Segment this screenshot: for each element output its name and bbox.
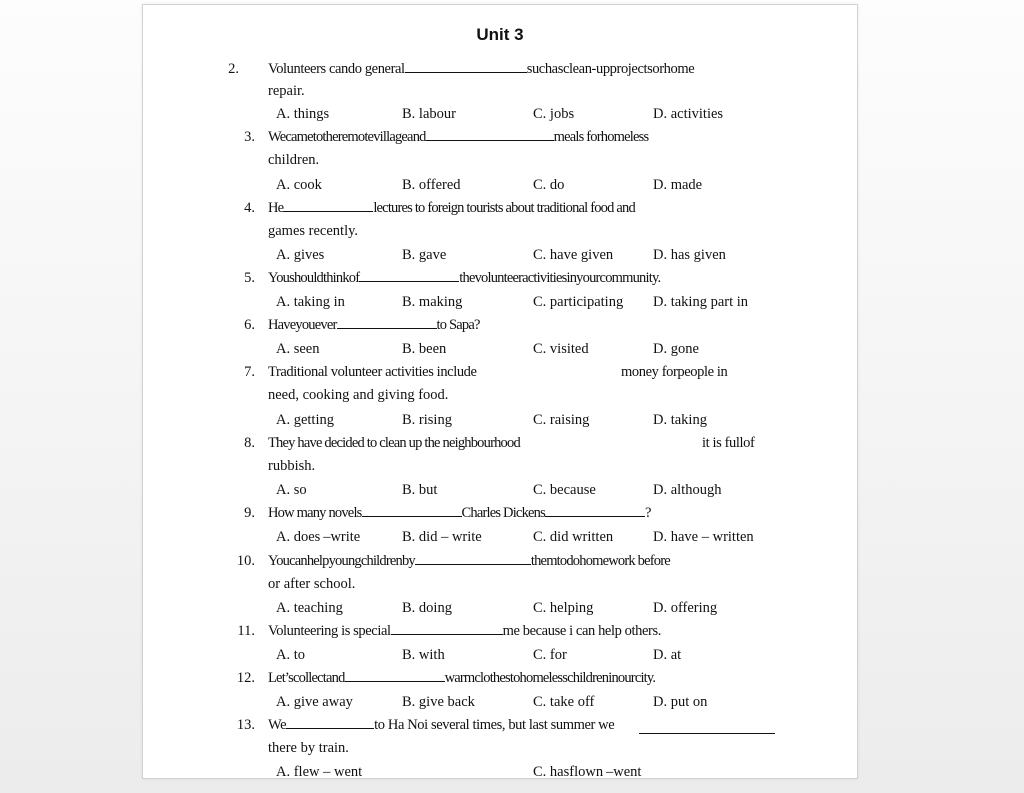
question-text-start: Volunteering is special <box>268 623 391 639</box>
question-text-middle: to Ha Noi several times, but last summer we <box>374 717 615 733</box>
question-number: 13. <box>236 717 255 733</box>
option-b: B. gave <box>402 247 447 263</box>
question-text-middle: Charles Dickens <box>461 505 545 521</box>
answer-blank <box>362 505 462 517</box>
option-c: C. helping <box>533 600 594 616</box>
option-a: A. teaching <box>276 600 343 616</box>
question-number: 8. <box>244 435 255 451</box>
question-number: 9. <box>244 505 255 521</box>
question-text-start: Wecametotheremotevillageand <box>268 129 426 145</box>
page-title: Unit 3 <box>476 25 524 44</box>
question-text-end: themtodohomework before <box>530 553 670 569</box>
question-text-start: Youcanhelpyoungchildrenby <box>268 553 415 569</box>
question-text-start: We <box>268 717 287 733</box>
answer-blank <box>391 623 503 635</box>
question-text-end: money forpeople in <box>621 364 728 380</box>
question-text-continued: or after school. <box>268 576 356 592</box>
question-text-end: meals forhomeless <box>553 129 649 145</box>
question-number: 10. <box>236 553 255 569</box>
option-c: C. jobs <box>533 106 575 122</box>
option-a: A. cook <box>276 177 322 193</box>
answer-blank <box>415 553 531 565</box>
question-number: 12. <box>236 670 255 686</box>
answer-blank <box>345 670 445 682</box>
question-text-start: Haveyouever <box>268 317 337 333</box>
document-page <box>142 4 858 779</box>
question-text-end: ? <box>644 505 651 521</box>
option-a: A. getting <box>276 412 334 428</box>
question-text <box>268 505 651 522</box>
question-number: 4. <box>244 200 255 216</box>
question-text <box>268 61 694 78</box>
option-c: C. raising <box>533 412 590 428</box>
question-text-end: it is fullof <box>702 435 755 451</box>
option-d: D. has given <box>653 247 726 263</box>
question-text <box>268 670 655 687</box>
question-text-continued: rubbish. <box>268 458 316 474</box>
option-d: D. activities <box>653 106 724 122</box>
option-d: D. taking <box>653 412 707 428</box>
option-a: A. flew – went <box>276 764 363 779</box>
question-text-start: Volunteers cando general <box>268 61 405 77</box>
option-d: D. made <box>653 177 703 193</box>
question-number: 6. <box>244 317 255 333</box>
option-a: A. taking in <box>276 294 345 310</box>
option-d: D. put on <box>653 694 708 710</box>
question-text-end: warmclothestohomelesschildreninourcity. <box>444 670 656 686</box>
option-b: B. been <box>402 341 447 357</box>
option-a: A. seen <box>276 341 320 357</box>
option-b: B. doing <box>402 600 452 616</box>
question-text-end: thevolunteeractivitiesinyourcommunity. <box>459 270 661 286</box>
question-text-start: Traditional volunteer activities include <box>268 364 477 380</box>
option-b: B. did – write <box>402 529 482 545</box>
question-number: 3. <box>244 129 255 145</box>
option-b: B. making <box>402 294 463 310</box>
question-text-continued: need, cooking and giving food. <box>268 387 449 403</box>
option-c: C. hasflown –went <box>533 764 642 779</box>
option-b: B. labour <box>402 106 456 122</box>
option-a: A. give away <box>276 694 353 710</box>
option-b: B. with <box>402 647 445 663</box>
answer-blank <box>359 270 459 282</box>
option-c: C. have given <box>533 247 614 263</box>
answer-blank <box>639 722 775 734</box>
option-c: C. for <box>533 647 567 663</box>
option-a: A. so <box>276 482 307 498</box>
question-text <box>268 317 480 334</box>
option-a: A. gives <box>276 247 325 263</box>
answer-blank <box>283 200 373 212</box>
option-b: B. offered <box>402 177 461 193</box>
question-text <box>268 623 661 640</box>
option-c: C. visited <box>533 341 589 357</box>
option-c: C. take off <box>533 694 595 710</box>
question-text <box>268 270 660 287</box>
question-text-end: to Sapa? <box>436 317 480 333</box>
question-text-continued: there by train. <box>268 740 349 756</box>
question-text-end: lectures to foreign tourists about traditional food and <box>373 200 635 216</box>
question-text <box>268 129 648 146</box>
option-a: A. does –write <box>276 529 361 545</box>
question-text <box>268 200 635 217</box>
option-a: A. to <box>276 647 305 663</box>
option-c: C. do <box>533 177 565 193</box>
answer-blank <box>545 505 645 517</box>
question-text-continued: children. <box>268 152 320 168</box>
option-c: C. because <box>533 482 596 498</box>
option-d: D. taking part in <box>653 294 749 310</box>
question-text <box>268 553 670 570</box>
option-d: D. at <box>653 647 682 663</box>
question-text-start: He <box>268 200 284 216</box>
question-text-end: suchasclean-upprojectsorhome <box>526 61 695 77</box>
question-number: 2. <box>228 61 239 77</box>
question-text <box>268 717 614 734</box>
question-number: 5. <box>244 270 255 286</box>
option-b: B. but <box>402 482 438 498</box>
answer-blank <box>337 317 437 329</box>
question-text-start: Youshouldthinkof <box>268 270 360 286</box>
option-b: B. give back <box>402 694 475 710</box>
question-number: 7. <box>244 364 255 380</box>
answer-blank <box>426 129 554 141</box>
option-b: B. rising <box>402 412 452 428</box>
option-d: D. although <box>653 482 722 498</box>
question-text-start: Let’scollectand <box>268 670 345 686</box>
question-text-end: me because i can help others. <box>502 623 661 639</box>
question-text-continued: repair. <box>268 83 305 99</box>
question-text-start: They have decided to clean up the neighbourhood <box>268 435 520 451</box>
question-number: 11. <box>237 623 255 639</box>
answer-blank <box>286 717 374 729</box>
option-c: C. participating <box>533 294 624 310</box>
option-d: D. offering <box>653 600 718 616</box>
option-d: D. have – written <box>653 529 754 545</box>
question-text-start: How many novels <box>268 505 362 521</box>
option-c: C. did written <box>533 529 614 545</box>
option-a: A. things <box>276 106 330 122</box>
option-d: D. gone <box>653 341 699 357</box>
question-text-continued: games recently. <box>268 223 359 239</box>
answer-blank <box>405 61 527 73</box>
